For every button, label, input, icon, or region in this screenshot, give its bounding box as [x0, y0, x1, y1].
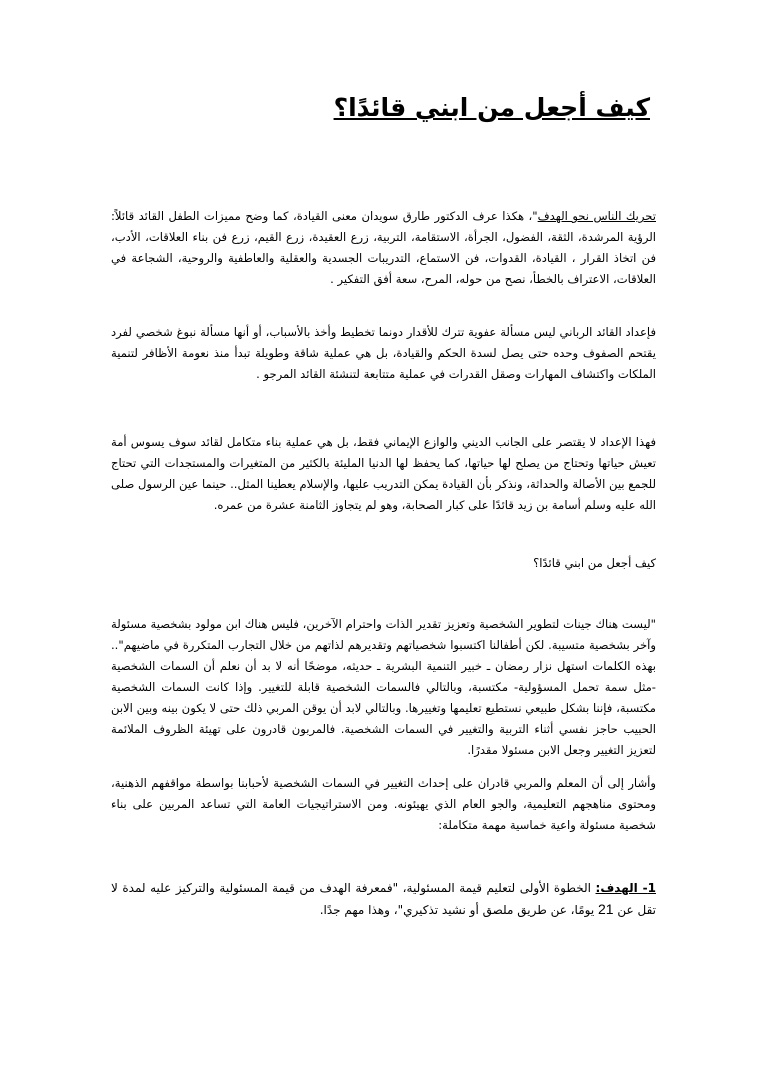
paragraph-leadership-definition: [111, 206, 656, 290]
paragraph-personality-traits: "ليست هناك جينات لتطوير الشخصية وتعزيز تقدير الذات واحترام الآخرين، فليس هناك ابن مولود بشخصية مسئولة وآخر بشخصية متسيبة. لكن أطفالنا اكتسبوا شخصياتهم وتقديرهم لذاتهم من خلال التجارب المتكررة في ماضيهم".. بهذه الكلمات استهل نزار رمضان ـ خبير التنمية البشرية ـ حديثه، موضحًا أنه لا بد أن نعلم أن السمات الشخصية -مثل سمة تحمل المسؤولية- مكتسبة، وبالتالي فالسمات الشخصية قابلة للتغيير. وإذا كانت السمات الشخصية مكتسبة، فإننا بشكل طبيعي نستطيع تعليمها وتغييرها. وبالتالي لابد أن يوقن المربي ذلك حتى لا يكون بينه وبين الابن الحبيب حاجز نفسي أثناء التربية والتغيير في السمات الشخصية. فالمربون قادرون على تهيئة الظروف الملائمة لتعزيز التغيير وجعل الابن مسئولا مقدرًا.: [111, 617, 656, 757]
step-number: 21: [598, 901, 614, 917]
paragraph-step-goal: [111, 878, 656, 921]
step-tail: يومًا، عن طريق ملصق أو نشيد تذكيري"، وهذا مهم جدًا.: [319, 903, 598, 917]
step-text: الخطوة الأولى لتعليم قيمة المسئولية، "فمعرفة الهدف من قيمة المسئولية والتركيز عليه لمدة لا تقل عن: [111, 881, 656, 917]
underlined-phrase: تحريك الناس نحو الهدف: [537, 209, 656, 223]
section-heading: كيف أجعل من ابني قائدًا؟: [533, 556, 656, 570]
step-label: 1- الهدف:: [595, 881, 656, 895]
paragraph-text: "، هكذا عرف الدكتور طارق سويدان معنى القيادة، كما وضح مميزات الطفل القائد قائلاً: الرؤية المرشدة، الثقة، الفضول، الجرأة، الاستقامة، التربية، زرع العقيدة، زرع القيم، زرع فن بناء العلاقات، الأدب، فن اتخاذ القرار ، القيادة، القدوات، فن الاستماع، التدريبات الجسدية والعقلية والعاطفية والروحية، الشجاعة في العلاقات، الاعتراف بالخطأ، نصح من حوله، المرح، سعة أفق التفكير .: [111, 209, 656, 286]
paragraph-preparing-leader: فإعداد القائد الرباني ليس مسألة عفوية تترك للأقدار دونما تخطيط وأخذ بالأسباب، أو أنها مسألة نبوغ شخصي لفرد يقتحم الصفوف وحده حتى يصل لسدة الحكم والقيادة، بل هي عملية شاقة وطويلة تبدأ منذ نعومة الأظافر لتنمية الملكات واكتشاف المهارات وصقل القدرات في عملية متتابعة لتنشئة القائد المرجو .: [111, 325, 656, 381]
page-title: كيف أجعل من ابني قائدًا؟: [333, 93, 650, 122]
paragraph-integrated-building: فهذا الإعداد لا يقتصر على الجانب الديني والوازع الإيماني فقط، بل هي عملية بناء متكامل لقائد سوف يسوس أمة تعيش حياتها وتحتاج من يصلح لها حياتها، كما يحفظ لها الدنيا المليئة بالكثير من المتغيرات والمستجدات التي تحتاج للجمع بين الأصالة والحداثة، ونذكر بأن القيادة يمكن التدريب عليها، والإسلام يعطينا المثل.. حينما عين الرسول صلى الله عليه وسلم أسامة بن زيد قائدًا على كبار الصحابة، وهو لم يتجاوز الثامنة عشرة من عمره.: [111, 435, 656, 512]
paragraph-strategies: وأشار إلى أن المعلم والمربي قادران على إحداث التغيير في السمات الشخصية لأحبابنا بواسطة مواقفهم الذهنية، ومحتوى مناهجهم التعليمية، والجو العام الذي يهيئونه. ومن الاستراتيجيات العامة التي تساعد المربين على بناء شخصية مسئولة واعية خماسية مهمة متكاملة:: [111, 776, 656, 832]
